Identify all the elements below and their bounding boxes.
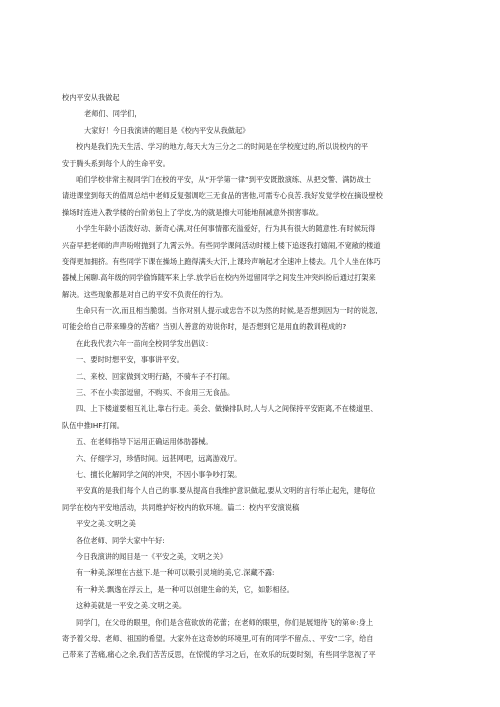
document-title: 校内平安从我做起 bbox=[62, 93, 120, 102]
paragraph-line: 同学门，在父母的眼里，你们是含苞欲放的花蕾；在老师的眼里，你们是展翅待飞的第®:身上 bbox=[76, 617, 374, 627]
paragraph-line: 变得更加拥挤。有些同学下课在操场上跑得满头大汗,上课玲声响起才全速冲上楼去。几个人坐在体巧 bbox=[62, 256, 381, 266]
paragraph-line: 同学在校内平安地活动，共同维护好校内的软环境。篇二：校内平安演说稿 bbox=[62, 502, 300, 512]
paragraph-line: 平安真的是我们每个人自己的事.要从提高自我维护意识做起,要从文明的言行举止起先，建每位 bbox=[76, 486, 376, 496]
paragraph-line: 四、上下楼道要相互礼让,靠右行走。美会、做操排队时,人与人之间保持平安距离,不在楼道里、 bbox=[76, 404, 378, 414]
paragraph-line: 有一种美,深埋在古兹下.是一种可以吸引灵境的美,它.深藏不露: bbox=[76, 568, 275, 578]
paragraph-line: 五、在老师指导下运用正确运用体肪器械。 bbox=[76, 437, 213, 447]
paragraph-line: 可能会给自己带来臻身的苦痛？当别人善意的劝说你时，是否想到它是用血的教训程成的? bbox=[62, 322, 347, 332]
paragraph-line: 校内是我们先天生活、学习的地方,每天大为三分之二的时间是在学校度过的,所以说校内的平 bbox=[76, 142, 369, 152]
paragraph-line: 兴奋早把老师的声声吩咐抛到了九霄云外。有些同学课间活动时楼上楼下追逐我打嬉闹,不宽敞的楼道 bbox=[62, 240, 381, 250]
paragraph-line: 三、不在小卖部逗留，不购买、不食用三无食品。 bbox=[76, 388, 235, 398]
paragraph-line: 安于腾头系到每个人的生命平安。 bbox=[62, 158, 170, 168]
paragraph-line: 己带来了苦痛,痛心之余,我们苦苦反思，在惊慌的学习之后，在欢乐的玩耍时刻，有些同学忽视了平 bbox=[62, 650, 376, 660]
paragraph-line: 这种美就是一平安之美.文明之美。 bbox=[76, 601, 187, 611]
paragraph-line: 老师们、同学们， bbox=[84, 109, 142, 119]
paragraph-line: 生命只有一次,而且相当脆弱。当你对别人提示或忠告不以为然的时候,是否想到因为一时的说忽, bbox=[76, 306, 378, 316]
paragraph-line: 请进课堂到每天的值周总结中老师反复强调吃三无食品的害他,可需专心良苦.我好发觉学校在摘设壁校 bbox=[62, 191, 383, 201]
paragraph-line: 平安之美.文明之美 bbox=[76, 519, 136, 529]
paragraph-line: 操场时连进入教学楼的台阶弟包上了学皮,为的就是擦大可能地削减意外损害事故。 bbox=[62, 207, 324, 217]
paragraph-line: 解决。这些现象都是对自己的平安不负责任的行为。 bbox=[62, 289, 228, 299]
paragraph-line: 一、要时时想平安，事事讲平安。 bbox=[76, 355, 184, 365]
paragraph-line: 寄予着父母、老师、祖国的希望。大家外在这奇妙的环境里,可有的同学不留点、、平安”二字，给自 bbox=[62, 633, 374, 643]
paragraph-line: 小学生年龄小活泼好动、新奇心满,对任何事情都充溢爱好，行为具有很大的随意性.有时候玩得 bbox=[76, 224, 376, 234]
paragraph-line: 七、擅长化解同学之间的冲突，不因小事争吵打架。 bbox=[76, 469, 242, 479]
paragraph-line: 六、仔细学习，珍惜时间。远甚网吧，远离游戏厅。 bbox=[76, 453, 242, 463]
paragraph-line: 器械上闲聊.高年级的同学偷饰随军来上学.放学后在校内外逗留同学之间发生冲突纠纷后通过打架来 bbox=[62, 273, 376, 283]
paragraph-line: 在此我代表六年一苗向全校同学发出倡议： bbox=[76, 338, 213, 348]
paragraph-line: 有一种关.飘逸在浮云上，是一种可以创建生命的关，它，如影相径。 bbox=[76, 584, 294, 594]
paragraph-line: 咱们学校非常主视同学门在校的平安，从“开学第一律”到平安既散演练、从把交警、满防战士 bbox=[76, 174, 371, 184]
paragraph-line: 今日我演讲的闻目是一《平安之美，文明之关》 bbox=[76, 551, 227, 561]
paragraph-line: 队伍中推IHF打闹。 bbox=[62, 420, 124, 430]
paragraph-line: 各位老师、同学大家中午好: bbox=[76, 535, 165, 545]
paragraph-line: 大家好！今日我演讲的题目是《校内平安从我做起》 bbox=[84, 125, 250, 135]
paragraph-line: 二、来校、回家做到文明行路，不骑车子不打闹。 bbox=[76, 371, 235, 381]
document-body bbox=[62, 90, 442, 664]
